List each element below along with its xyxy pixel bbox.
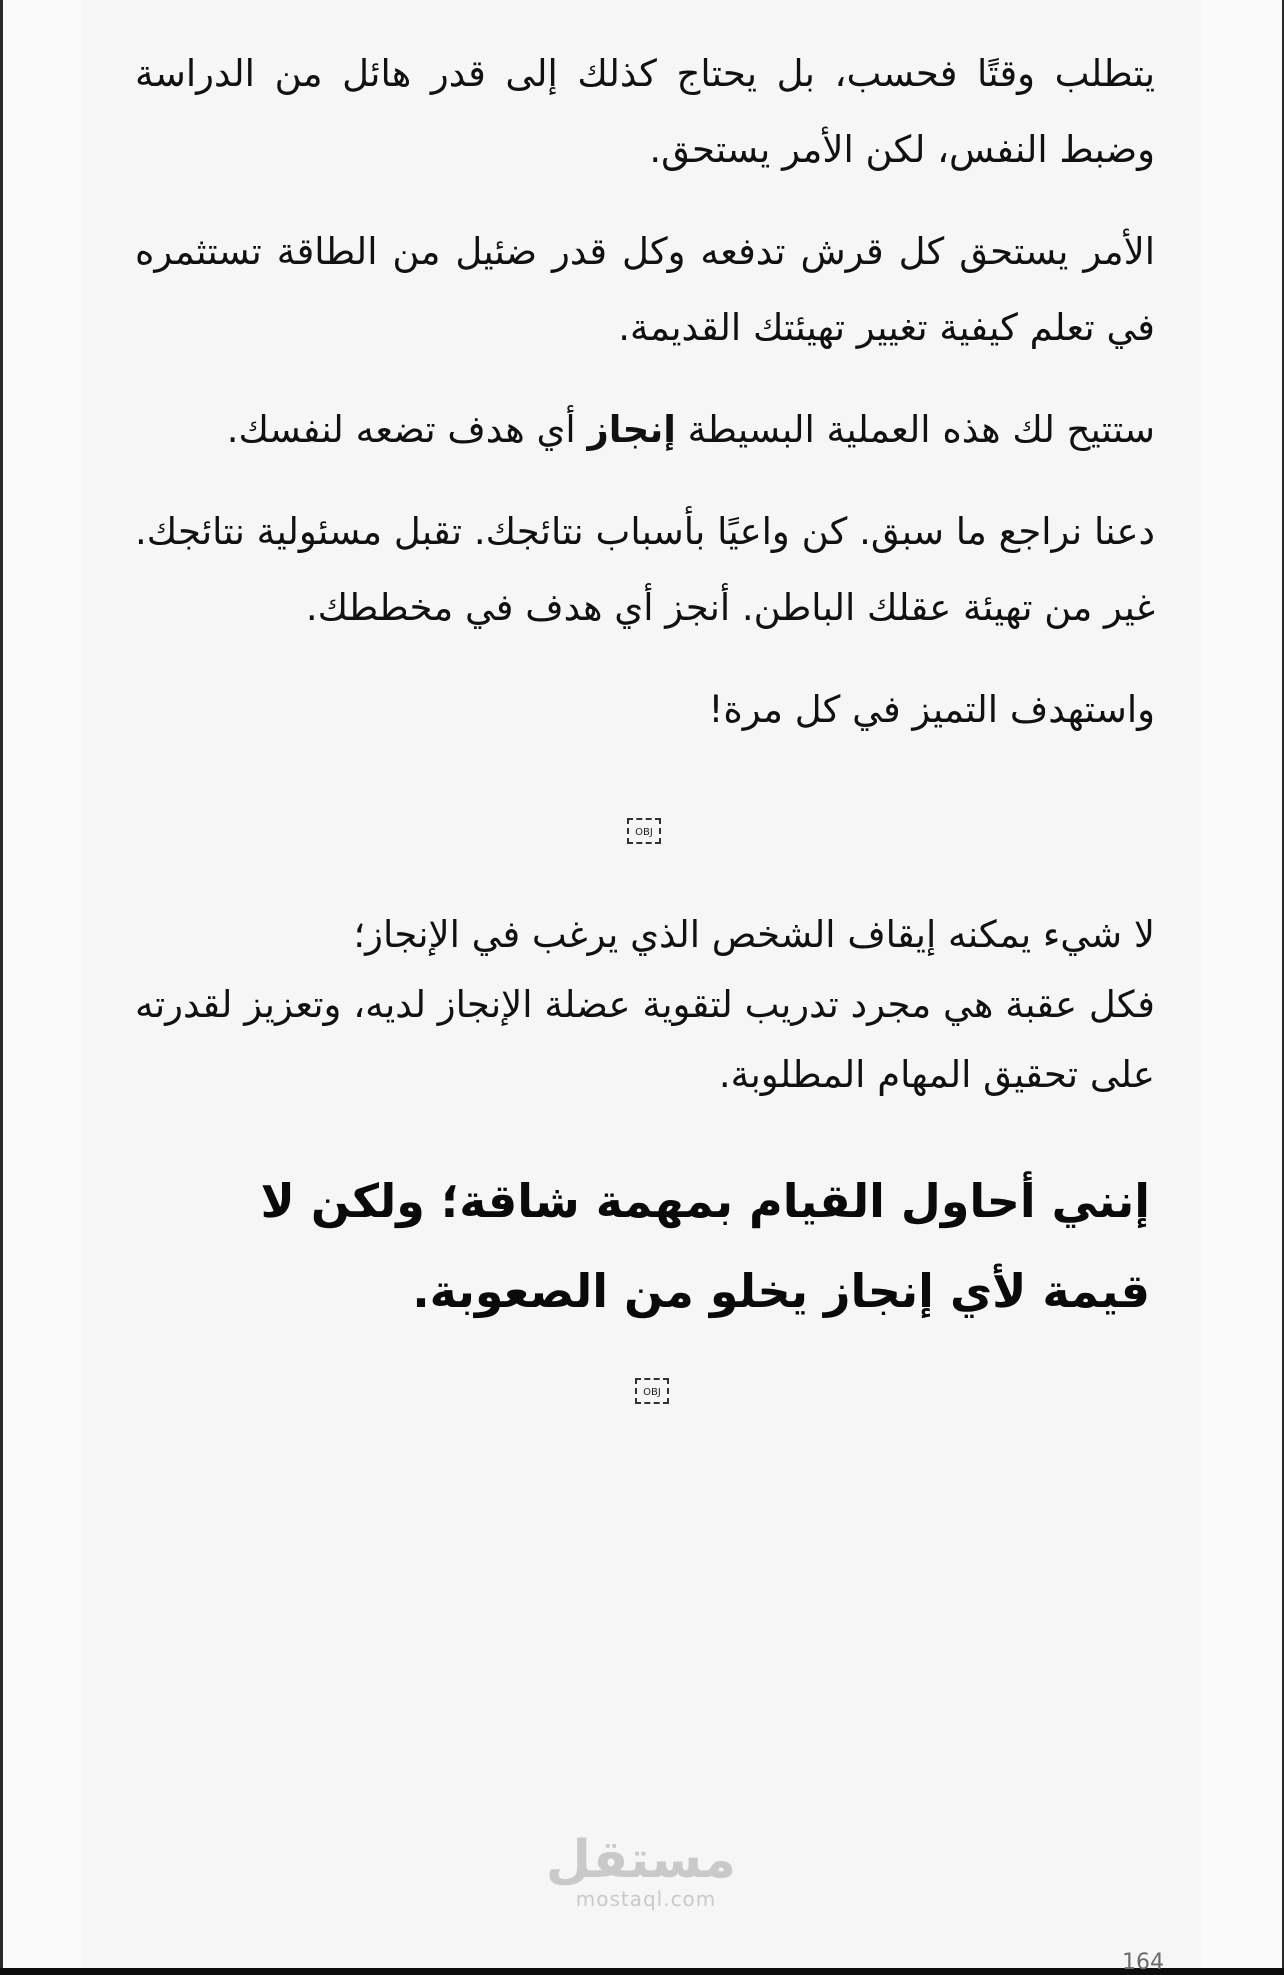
object-placeholder-1: OBJ xyxy=(627,818,661,844)
body-text-block-a xyxy=(135,36,1155,748)
paragraph-2: الأمر يستحق كل قرش تدفعه وكل قدر ضئيل من الطاقة تستثمره في تعلم كيفية تغيير تهيئتك القديمة. xyxy=(135,230,1155,349)
paragraph-6-line-1: لا شيء يمكنه إيقاف الشخص الذي يرغب في الإنجاز؛ xyxy=(353,913,1155,956)
page-left-edge xyxy=(0,0,3,1968)
watermark-logo-text: مستقل xyxy=(545,1830,736,1890)
watermark xyxy=(545,1830,736,1911)
object-placeholder-2: OBJ xyxy=(635,1378,669,1404)
paragraph-5: واستهدف التميز في كل مرة! xyxy=(708,688,1155,731)
paragraph-4: دعنا نراجع ما سبق. كن واعيًا بأسباب نتائجك. تقبل مسئولية نتائجك. غير من تهيئة عقلك الباطن. أنجز أي هدف في مخططك. xyxy=(135,510,1155,629)
body-text-block-b xyxy=(135,900,1155,1110)
paragraph-1: يتطلب وقتًا فحسب، بل يحتاج كذلك إلى قدر هائل من الدراسة وضبط النفس، لكن الأمر يستحق. xyxy=(135,52,1155,171)
paragraph-3-start: ستتيح لك هذه العملية البسيطة xyxy=(675,408,1155,451)
paragraph-3 xyxy=(135,392,1155,468)
paragraph-3-bold-word: إنجاز xyxy=(587,408,676,451)
highlighted-quote: إنني أحاول القيام بمهمة شاقة؛ ولكن لا قيمة لأي إنجاز يخلو من الصعوبة. xyxy=(260,1174,1150,1318)
paragraph-6-line-2: فكل عقبة هي مجرد تدريب لتقوية عضلة الإنجاز لديه، وتعزيز لقدرته على تحقيق المهام المطلوبة. xyxy=(135,983,1155,1096)
watermark-url: mostaql.com xyxy=(575,1887,717,1911)
page-number: 164 xyxy=(1122,1950,1164,1975)
paragraph-3-end: أي هدف تضعه لنفسك. xyxy=(226,408,588,451)
